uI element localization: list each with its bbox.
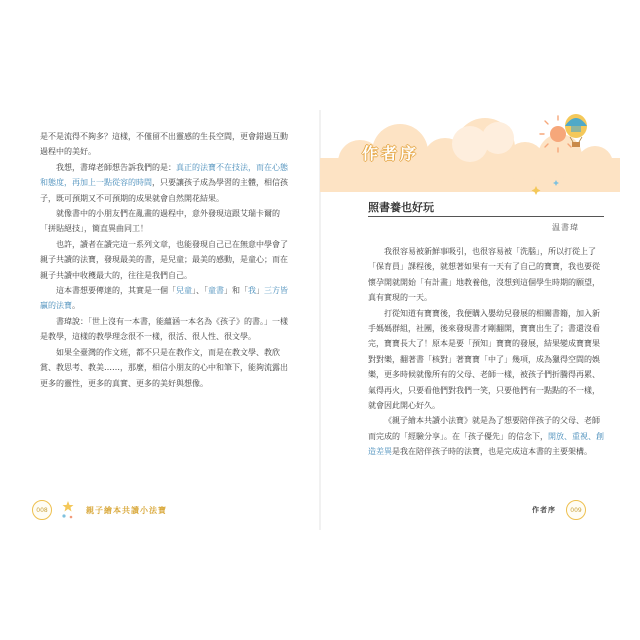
page-number-right: 009 [566,500,586,520]
highlighted-text: 真正的法寶不在技法，而在心態和態度，再加上一點從容的時間 [40,162,288,188]
body-text: 。 [72,301,80,311]
body-text: 」和「 [224,286,248,296]
right-paragraph [368,413,606,459]
body-text: 」、「 [192,286,208,296]
right-page [320,0,640,640]
body-text: 也許，讀者在讀完這一系列文章，也能發現自己已在無意中學會了親子共讀的法寶，發現最美的書，是兒童；最美的感動，是童心；而在親子共讀中收穫最大的，往往是我們自己。 [40,239,288,280]
left-paragraph [40,314,294,345]
left-paragraph [40,237,294,283]
left-paragraph [40,129,294,160]
body-text: 我想，書瑋老師想告訴我們的是： [56,162,176,172]
section-title: 照書養也好玩 [368,201,434,214]
highlighted-text: 三方皆贏的法寶 [40,286,288,311]
chapter-title: 作者序 [362,144,420,163]
body-text: 是不是流得不夠多？這樣，不僅留不出靈感的生長空間，更會錯過互動過程中的美好。 [40,132,288,157]
highlighted-text: 童書 [208,286,224,296]
right-paragraph [368,244,606,306]
left-paragraph [40,283,294,314]
left-paragraph [40,206,294,237]
page-number-left: 008 [32,500,52,520]
right-page-footer [532,498,586,522]
body-text: 《親子繪本共讀小法寶》就是為了想要陪伴孩子的父母、老師而完成的「經驗分享」。在「孩子優先」的信念下， [368,416,600,441]
body-text: ，只要讓孩子成為學習的主體，相信孩子，既可預期又不可預期的成果就會自然開花結果。 [40,178,288,203]
chapter-footer: 作者序 [532,506,556,514]
body-text: 」 [256,286,264,296]
body-text: 是我在陪伴孩子時的法寶，也是完成這本書的主要架構。 [392,447,592,457]
body-text: 這本書想要傳達的，其實是一個「 [56,286,176,296]
body-text: 如果全臺灣的作文班，都不只是在教作文，而是在教文學、教欣賞、教思考、教美……，那麼，相信小朋友的心中和筆下，能夠流露出更多的靈性，更多的真實、更多的美好與想像。 [40,347,288,388]
right-page-body [368,244,606,460]
left-page-body [40,129,294,391]
left-paragraph [40,160,294,206]
left-paragraph [40,345,294,391]
highlighted-text: 我 [248,286,256,296]
highlighted-text: 兒童 [176,286,192,296]
body-text: 就像書中的小朋友們在亂畫的過程中，意外發現這跟艾瑞卡爾的「拼貼絕技」，簡直異曲同工！ [40,209,280,234]
body-text: 書瑋說：「世上沒有一本書，能蘊涵一本名為《孩子》的書。」一樣是教學，這樣的教學理念很不一樣，很活、很人性、很文學。 [40,316,288,342]
left-page-footer [32,498,167,522]
author-name: 温書瑋 [552,223,579,232]
book-title-footer: 親子繪本共讀小法寶 [86,505,167,515]
section-divider [368,216,604,217]
body-text: 我很容易被新鮮事吸引，也很容易被「洗腦」，所以打從上了「保育員」課程後，就想著如果有一天有了自己的寶寶，我也要從懷孕開就開始「有計畫」地教養他，沒想到這個學生時期的願望，真有實現的一天。 [368,247,600,303]
highlighted-text: 開放、重視、創造差異 [368,431,604,457]
right-paragraph [368,306,606,414]
pencil-sparkle-icon [60,499,76,521]
body-text: 打從知道有寶寶後，我便購入嬰幼兒發展的相關書籍，加入新手媽媽群組，社團，後來發現書才剛翻開，寶寶出生了；書還沒看完，寶寶長大了！原本是要「預知」寶寶的發展，結果變成寶寶果對對樂，翻著書「核對」著寶寶「中了」幾項，成為獵得空間的娛樂，更多時候就像所有的父母、老師一樣，被孩子們折騰得再累、氣得再火，只要看他們對我們一笑，只要他們有一點點的不一樣，就會因此開心好久。 [368,308,600,411]
